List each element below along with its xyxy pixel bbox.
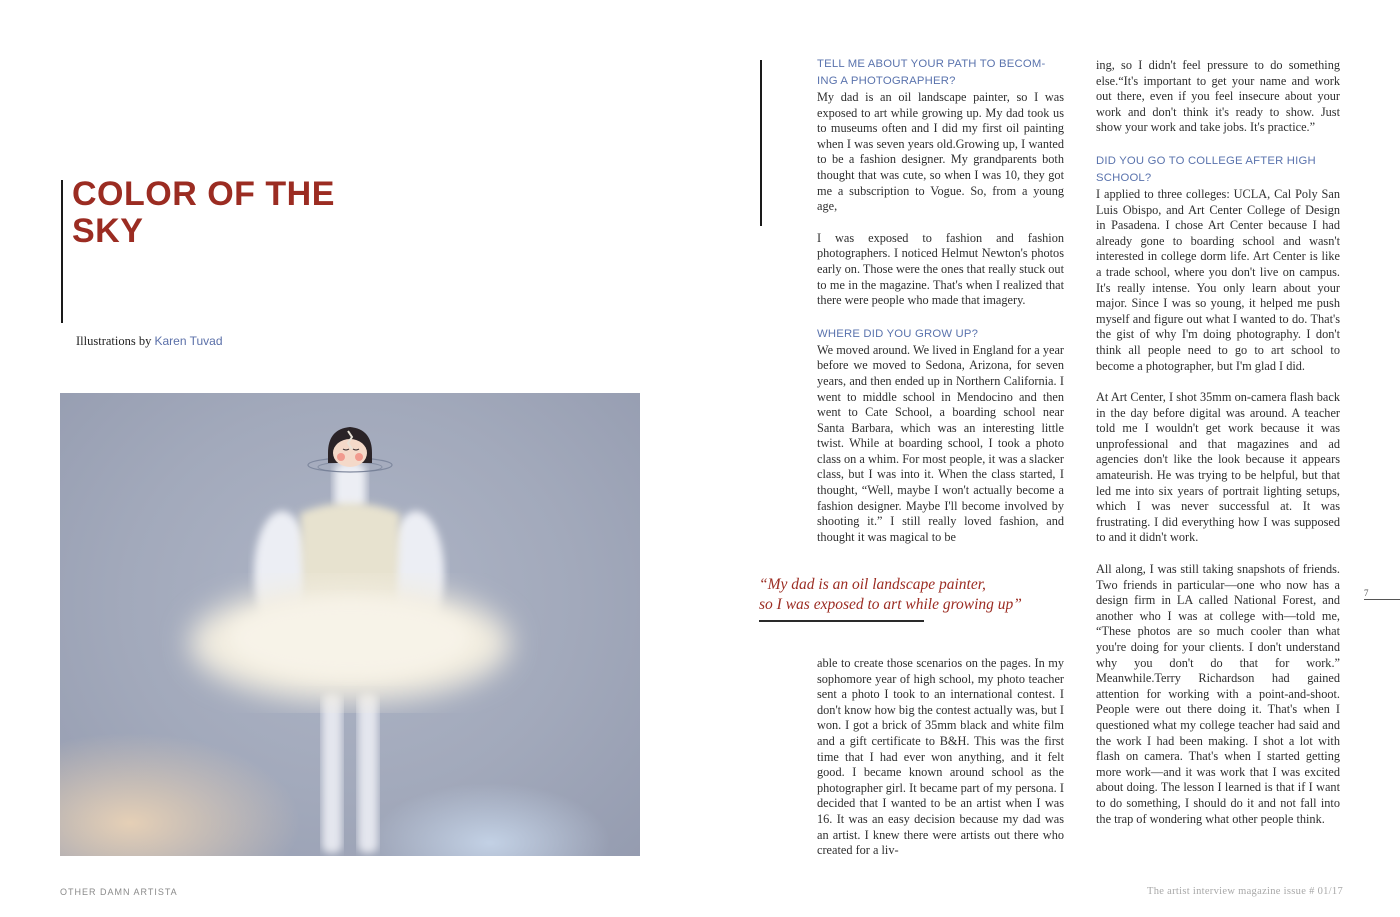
answer-2-paragraph-2: able to create those scenarios on the pages. In my sophomore year of high school, my photo teacher sent a photo I took to an international contest. I don't know how big the contest actually was, but I won. I got a brick of 35mm black and white film and a gift certificate to B&H. This was the first time that I had ever won anything, and it felt good. I became known around school as the photographer girl. It became part of my persona. I decided that I wanted to be an artist when I was 16. It was an easy decision because my dad was an artist. I knew there were artists out there who created for a liv- [817,656,1064,858]
illustration-girl-in-water [60,393,640,856]
answer-3-paragraph-1: I applied to three colleges: UCLA, Cal Poly San Luis Obispo, and Art Center College of Design in Pasadena. I chose Art Center because I had already gone to boarding school and wasn't interested in college dorm life. Art Center is like a trade school, where you don't live on campus. It's really intense. You only learn about your major. Since I was so young, it helped me push myself and figure out what I wanted to do. That's the gist of why I'm doing photography. I don't think all people need to go to art school to become a photographer, but I'm glad I did. [1096,186,1340,373]
answer-2-paragraph-1: We moved around. We lived in England for a year before we moved to Sedona, Arizona, for seven years, and then ended up in Northern California. I went to middle school in Mendocino and then went to Cate School, a boarding school near Santa Barbara, which was an interesting little twist. While at boarding school, I took a photo class on a whim. For most people, it was a slacker class, but I was into it. When the class started, I thought, “Well, maybe I won't actually become a fashion designer. Maybe I'll become involved by shooting it.” I still really loved fashion, and thought it was magical to be [817,342,1064,544]
question-3: DID YOU GO TO COLLEGE AFTER HIGH SCHOOL? [1096,154,1316,184]
page-number-rule [1364,599,1400,600]
column-rule [760,60,762,226]
pull-quote [759,575,1059,615]
question-1: TELL ME ABOUT YOUR PATH TO BECOM-ING A PHOTOGRAPHER? [817,58,1046,87]
answer-1-paragraph-1: My dad is an oil landscape painter, so I was exposed to art while growing up. My dad took us to museums often and I did my first oil painting when I was seven years old.Growing up, I wanted to be a fashion designer. My grandparents both thought that was cute, so when I was 10, they got me a subscription to Vogue. So, from a young age, [817,90,1064,214]
pull-quote-line-1: “My dad is an oil landscape painter, [759,576,986,593]
credit-artist: Karen Tuvad [154,334,223,348]
illustration-credit [76,334,223,349]
column-2 [1096,58,1340,827]
illustration-svg [60,393,640,856]
article-title: COLOR OF THE SKY [72,175,335,250]
column-1-lower [817,656,1064,859]
title-rule [61,180,63,323]
issue-line: The artist interview magazine issue # 01/17 [1146,886,1343,897]
question-2: WHERE DID YOU GROW UP? [817,327,979,340]
credit-prefix: Illustrations by [76,334,155,348]
answer-1-paragraph-2: I was exposed to fashion and fashion photographers. I noticed Helmut Newton's photos early on. Those were the ones that really stuck out to me in the magazine. That's when I realized that there were people who made that imagery. [817,230,1065,308]
page-number: 7 [1364,588,1369,598]
pull-quote-line-2: so I was exposed to art while growing up” [759,596,1022,613]
answer-3-paragraph-2: At Art Center, I shot 35mm on-camera flash back in the day before digital was around. A teacher told me I wouldn't get work because it was unprofessional and that magazines and ad agencies don't like the look because it appears amateurish. He was trying to be helpful, but that led me into six years of portrait lighting setups, which I was never successful at. It was frustrating. I did everything how I was supposed to and it didn't work. [1096,390,1340,545]
answer-2-paragraph-3: ing, so I didn't feel pressure to do something else.“It's important to get your name and work out there, even if you feel insecure about your work and don't think it's ready to show. Just show your work and take jobs. It's practice.” [1096,58,1340,135]
answer-3-paragraph-3: All along, I was still taking snapshots of friends. Two friends in particular—one who now has a design firm in LA called National Forest, and another who I was at college with—told me, “These photos are so much cooler than what you're doing for your clients. I don't understand why you don't do that for work.” Meanwhile.Terry Richardson had gained attention for working with a point-and-shoot. People were out there doing it. That's when I questioned what my college teacher had said and the work I had been making. I shot a lot with flash on camera. That's when I started getting more work—and it was work that I was excited about doing. The lesson I learned is that if I want to do something, I should do it and not fall into the trap of wondering what other people think. [1096,562,1340,826]
column-1-upper [817,56,1064,545]
magazine-name: OTHER DAMN ARTISTA [60,887,178,897]
pull-quote-rule [759,620,924,622]
